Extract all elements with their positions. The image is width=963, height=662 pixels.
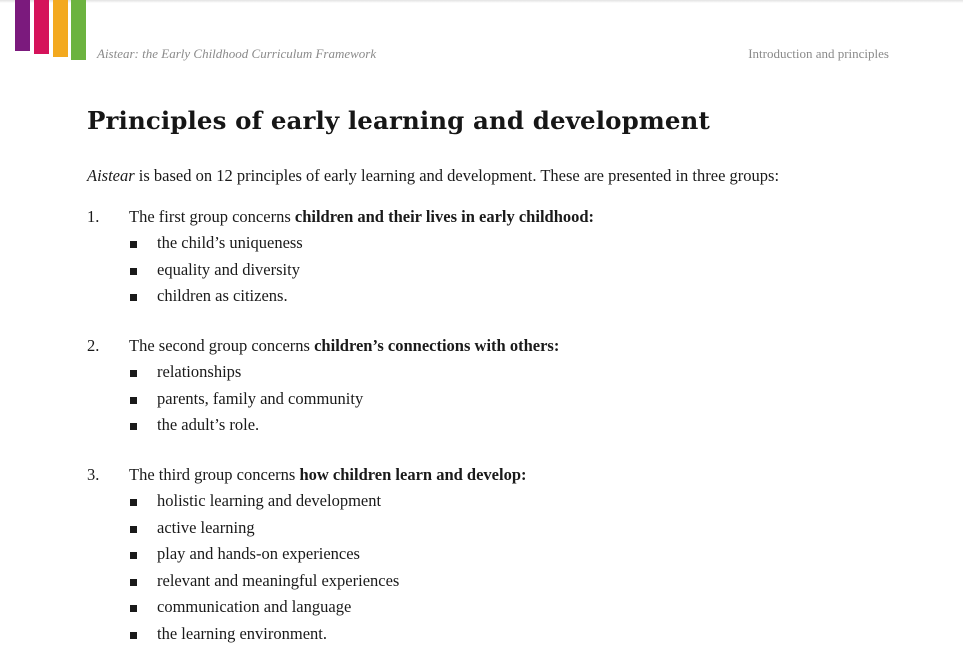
page-top-edge: [0, 0, 963, 3]
list-item: [129, 518, 399, 545]
square-bullet-icon: [130, 370, 137, 377]
group-number: 2.: [87, 336, 100, 355]
principle-list: [129, 233, 303, 313]
list-item: [129, 571, 399, 598]
group-lead-text: The third group concerns: [129, 465, 300, 484]
list-item: [129, 491, 399, 518]
square-bullet-icon: [130, 499, 137, 506]
list-item: [129, 389, 363, 416]
list-item-text: communication and language: [157, 597, 352, 617]
principle-list: [129, 491, 399, 651]
square-bullet-icon: [130, 397, 137, 404]
square-bullet-icon: [130, 423, 137, 430]
intro-paragraph: [87, 166, 779, 186]
list-item: [129, 544, 399, 571]
list-item-text: children as citizens.: [157, 286, 288, 306]
square-bullet-icon: [130, 526, 137, 533]
list-item-text: the learning environment.: [157, 623, 327, 643]
logo-bar-orange: [53, 0, 68, 57]
group-description: [129, 465, 527, 485]
list-item-text: equality and diversity: [157, 259, 300, 279]
group-number: 3.: [87, 465, 100, 484]
logo-bar-green: [71, 0, 86, 60]
list-item-text: holistic learning and development: [157, 491, 382, 510]
group-bold-text: children’s connections with others:: [314, 336, 560, 355]
aistear-logo: [15, 0, 87, 60]
page-heading: Principles of early learning and development: [87, 106, 710, 135]
logo-bar-pink: [34, 0, 49, 54]
list-item: [129, 362, 363, 389]
square-bullet-icon: [130, 579, 137, 586]
square-bullet-icon: [130, 294, 137, 301]
logo-bar-purple: [15, 0, 30, 51]
list-item: [129, 415, 363, 442]
running-header-title: Aistear: the Early Childhood Curriculum Framework: [97, 46, 377, 61]
list-item: [129, 286, 303, 313]
square-bullet-icon: [130, 552, 137, 559]
list-item-text: active learning: [157, 517, 255, 537]
list-item: [129, 624, 399, 651]
group-bold-text: how children learn and develop:: [299, 465, 527, 484]
group-lead-text: The second group concerns: [129, 336, 315, 355]
group-lead-text: The first group concerns: [129, 207, 295, 226]
square-bullet-icon: [130, 632, 137, 639]
list-item-text: parents, family and community: [157, 388, 364, 408]
square-bullet-icon: [130, 241, 137, 248]
group-number: 1.: [87, 207, 100, 226]
list-item: [129, 233, 303, 260]
intro-text: is based on 12 principles of early learning and development. These are presented in three groups:: [134, 166, 780, 185]
group-bold-text: children and their lives in early childhood:: [294, 207, 595, 226]
list-item: [129, 597, 399, 624]
list-item-text: relationships: [157, 362, 242, 381]
list-item-text: play and hands-on experiences: [157, 544, 360, 564]
intro-emphasis: Aistear: [87, 166, 135, 185]
square-bullet-icon: [130, 605, 137, 612]
group-description: [129, 207, 594, 227]
group-description: [129, 336, 559, 356]
list-item-text: the child’s uniqueness: [157, 233, 303, 252]
list-item-text: the adult’s role.: [157, 415, 260, 435]
square-bullet-icon: [130, 268, 137, 275]
running-header-section: Introduction and principles: [748, 46, 889, 61]
principle-list: [129, 362, 363, 442]
list-item: [129, 260, 303, 287]
list-item-text: relevant and meaningful experiences: [157, 570, 400, 590]
